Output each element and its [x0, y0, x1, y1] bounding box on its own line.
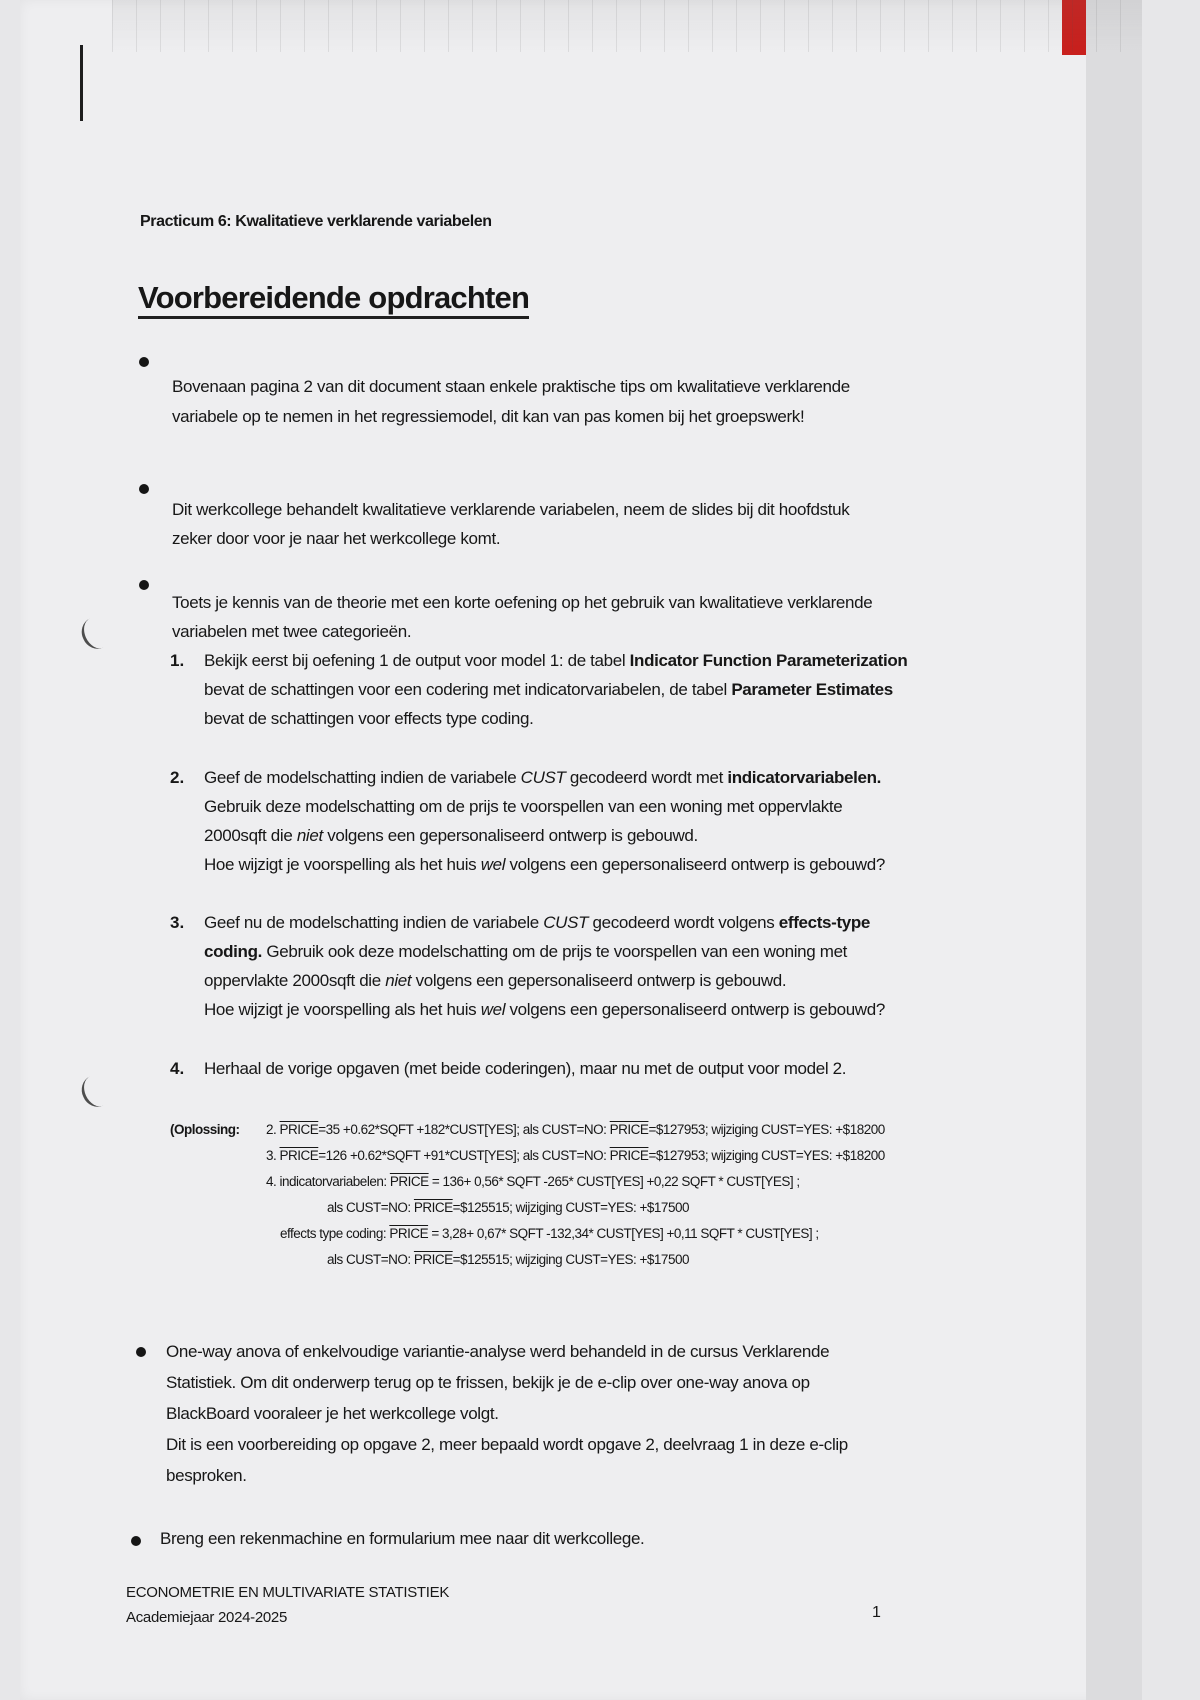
solution-number: 2. — [266, 1122, 280, 1137]
page-edge-shadow — [1086, 0, 1142, 1700]
task-2-text: volgens een gepersonaliseerd ontwerp is gebouwd. — [322, 826, 698, 845]
solution-number: 3. — [266, 1148, 280, 1163]
calculator-bullet: Breng een rekenmachine en formularium mee naar dit werkcollege. — [160, 1529, 645, 1548]
task-3-line-3 — [204, 966, 1034, 996]
task-4-number: 4. — [170, 1059, 185, 1078]
effects-type-term: effects-type — [778, 913, 871, 932]
solution-result: =$127953; wijziging CUST=YES: +$18200 — [648, 1122, 885, 1137]
task-1-text: bevat de schattingen voor een codering met indicatorvariabelen, de tabel — [204, 680, 732, 699]
solution-line-4 — [266, 1169, 800, 1195]
task-1-line-1 — [204, 646, 1024, 676]
task-2-text: gecodeerd wordt met — [565, 768, 728, 787]
task-2-text: Hoe wijzigt je voorspelling als het huis — [204, 855, 481, 874]
section-title: Voorbereidende opdrachten — [138, 280, 529, 319]
price-estimate: PRICE — [609, 1148, 649, 1163]
task-1-line-2 — [204, 675, 1024, 705]
solution-line-5 — [327, 1195, 689, 1221]
wel-emphasis: wel — [480, 855, 506, 874]
cust-variable: CUST — [520, 768, 566, 787]
anova-line-2: Statistiek. Om dit onderwerp terug op te frissen, bekijk je de e-clip over one-way anova op — [166, 1373, 810, 1392]
task-2-number: 2. — [170, 768, 185, 787]
task-1-text: Bekijk eerst bij oefening 1 de output voor model 1: de tabel — [204, 651, 630, 670]
task-2-text: volgens een gepersonaliseerd ontwerp is gebouwd? — [505, 855, 885, 874]
scanned-grid-edge — [112, 0, 1142, 52]
task-2-line-3 — [204, 821, 1034, 851]
price-estimate: PRICE — [279, 1122, 319, 1137]
price-estimate: PRICE — [279, 1148, 319, 1163]
footer-year: Academiejaar 2024-2025 — [126, 1609, 288, 1626]
solution-line-2 — [266, 1117, 885, 1143]
task-4-line-1: Herhaal de vorige opgaven (met beide coderingen), maar nu met de output voor model 2. — [204, 1059, 847, 1078]
solution-prefix: (Oplossing: — [170, 1122, 240, 1137]
task-3-number: 3. — [170, 913, 185, 932]
task-2-text: 2000sqft die — [204, 826, 297, 845]
task-2-line-1 — [204, 763, 1034, 793]
task-3-text: oppervlakte 2000sqft die — [204, 971, 386, 990]
bullet-2-line-2: zeker door voor je naar het werkcollege komt. — [172, 529, 501, 548]
solution-result: =$125515; wijziging CUST=YES: +$17500 — [452, 1200, 689, 1215]
price-estimate: PRICE — [609, 1122, 649, 1137]
task-3-text: gecodeerd wordt volgens — [588, 913, 779, 932]
page-number: 1 — [872, 1604, 881, 1621]
parameter-table-name: Parameter Estimates — [731, 680, 893, 699]
punch-hole-mark-lower — [77, 1070, 117, 1111]
solution-formula: =35 +0.62*SQFT +182*CUST[YES]; als CUST=NO: — [318, 1122, 610, 1137]
task-3-text: Hoe wijzigt je voorspelling als het huis — [204, 1000, 481, 1019]
anova-line-4: Dit is een voorbereiding op opgave 2, meer bepaald wordt opgave 2, deelvraag 1 in deze e-clip — [166, 1435, 848, 1454]
task-3-text: volgens een gepersonaliseerd ontwerp is gebouwd. — [411, 971, 787, 990]
coding-term: coding. — [204, 942, 262, 961]
bullet-marker — [139, 357, 149, 367]
bullet-3-line-2: variabelen met twee categorieën. — [172, 622, 412, 641]
bullet-marker — [136, 1347, 146, 1357]
negation-emphasis: niet — [385, 971, 412, 990]
task-3-text: Geef nu de modelschatting indien de variabele — [204, 913, 544, 932]
solution-formula: = 3,28+ 0,67* SQFT -132,34* CUST[YES] +0,11 SQFT * CUST[YES] ; — [428, 1226, 819, 1241]
negation-emphasis: niet — [296, 826, 323, 845]
price-estimate: PRICE — [413, 1252, 453, 1267]
solution-line-3 — [266, 1143, 885, 1169]
task-3-text: volgens een gepersonaliseerd ontwerp is gebouwd? — [505, 1000, 885, 1019]
task-2-text: Geef de modelschatting indien de variabele — [204, 768, 521, 787]
price-estimate: PRICE — [389, 1226, 429, 1241]
task-1-line-3: bevat de schattingen voor effects type coding. — [204, 709, 534, 728]
anova-line-1: One-way anova of enkelvoudige variantie-analyse werd behandeld in de cursus Verklarende — [166, 1342, 830, 1361]
bullet-marker — [131, 1536, 141, 1546]
bullet-3-line-1: Toets je kennis van de theorie met een korte oefening op het gebruik van kwalitatieve verklarende — [172, 593, 873, 612]
footer-course: ECONOMETRIE EN MULTIVARIATE STATISTIEK — [126, 1584, 450, 1601]
solution-text: als CUST=NO: — [327, 1200, 414, 1215]
solution-formula: =126 +0.62*SQFT +91*CUST[YES]; als CUST=NO: — [318, 1148, 610, 1163]
document-page — [20, 0, 1142, 1700]
solution-text: als CUST=NO: — [327, 1252, 414, 1267]
solution-label: effects type coding: — [280, 1226, 390, 1241]
bullet-2-line-1: Dit werkcollege behandelt kwalitatieve verklarende variabelen, neem de slides bij dit hoofdstuk — [172, 500, 850, 519]
task-3-text: Gebruik ook deze modelschatting om de prijs te voorspellen van een woning met — [262, 942, 848, 961]
price-estimate: PRICE — [413, 1200, 453, 1215]
task-2-line-4 — [204, 850, 1034, 880]
task-3-line-1 — [204, 908, 1034, 938]
binding-mark — [80, 45, 83, 121]
solution-line-7 — [327, 1247, 689, 1273]
indicator-variables-term: indicatorvariabelen. — [727, 768, 881, 787]
solution-line-6 — [280, 1221, 819, 1247]
task-2-line-2: Gebruik deze modelschatting om de prijs te voorspellen van een woning met oppervlakte — [204, 797, 843, 816]
indicator-table-name: Indicator Function Parameterization — [629, 651, 908, 670]
course-label: Practicum 6: Kwalitatieve verklarende variabelen — [140, 213, 492, 230]
bullet-marker — [139, 580, 149, 590]
wel-emphasis: wel — [480, 1000, 506, 1019]
solution-result: =$127953; wijziging CUST=YES: +$18200 — [648, 1148, 885, 1163]
price-estimate: PRICE — [389, 1174, 429, 1189]
anova-line-3: BlackBoard vooraleer je het werkcollege volgt. — [166, 1404, 499, 1423]
bullet-marker — [139, 484, 149, 494]
task-3-line-2 — [204, 937, 1034, 967]
solution-result: =$125515; wijziging CUST=YES: +$17500 — [452, 1252, 689, 1267]
cust-variable: CUST — [543, 913, 589, 932]
task-1-number: 1. — [170, 651, 185, 670]
bullet-1-line-1: Bovenaan pagina 2 van dit document staan enkele praktische tips om kwalitatieve verklarende — [172, 377, 850, 396]
solution-label: 4. indicatorvariabelen: — [266, 1174, 390, 1189]
punch-hole-mark-upper — [77, 612, 117, 653]
anova-line-5: besproken. — [166, 1466, 247, 1485]
solution-formula: = 136+ 0,56* SQFT -265* CUST[YES] +0,22 SQFT * CUST[YES] ; — [428, 1174, 800, 1189]
bullet-1-line-2: variabele op te nemen in het regressiemodel, dit kan van pas komen bij het groepswerk! — [172, 407, 805, 426]
task-3-line-4 — [204, 995, 1034, 1025]
